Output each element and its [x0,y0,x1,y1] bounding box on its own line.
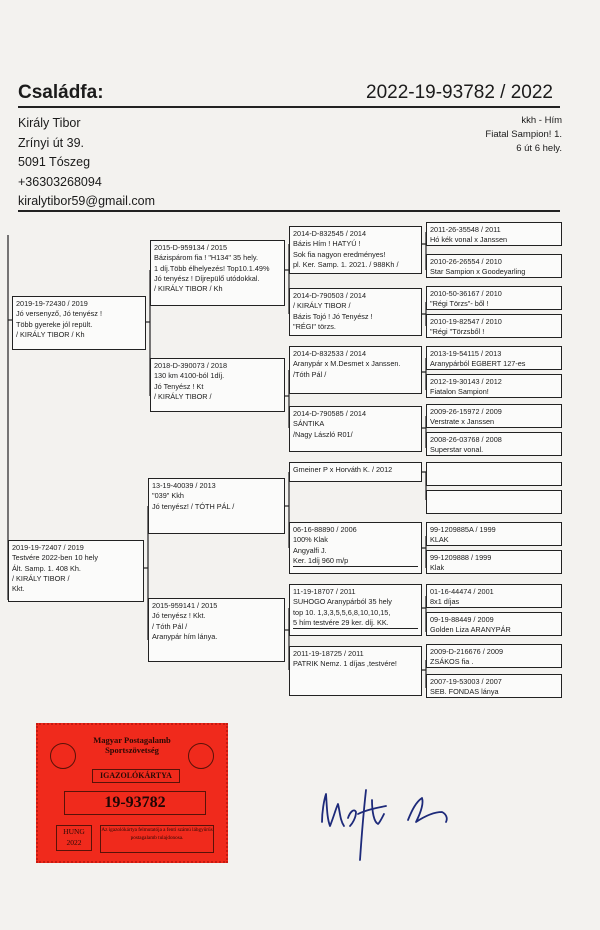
g5-4-ring: 2010-19-82547 / 2010 [430,317,502,326]
owner-name: Király Tibor [18,116,81,130]
pedigree-gen5-2 [426,254,562,278]
sdd-ring: 2014-D-790585 / 2014 [293,409,367,418]
card-org-line-2: Sportszövetség [105,745,159,755]
dd-ring: 2015-959141 / 2015 [152,601,218,610]
ssd-ring: 2014-D-790503 / 2014 [293,291,367,300]
g5-6-note: Fiatalon Sampion! [430,387,489,397]
g5-8-note: Superstar vonal. [430,445,484,455]
dds-line-3: 5 hím testvére 29 ker. díj. KK. [293,618,418,629]
pedigree-gen5-11 [426,522,562,546]
bird-note-1: Fiatal Sampion! 1. [485,129,562,140]
pedigree-sire-sire [150,240,285,306]
dsd-line-1: 100% Klak [293,535,328,545]
owner-email: kiralytibor59@gmail.com [18,194,156,208]
dam-line-4: Kkt. [12,584,25,594]
owner-phone: +36303268094 [18,174,102,189]
sire-ring: 2019-19-72430 / 2019 [16,299,88,308]
card-note: Az igazolókártya felmutatója a fenti számú lábgyűrűs postagalamb tulajdonosa. [100,825,214,853]
pedigree-gen5-9 [426,462,562,486]
ds-line-1: "039" Kkh [152,491,184,501]
sds-ring: 2014-D-832533 / 2014 [293,349,367,358]
sire-line-3: / KIRÁLY TIBOR / Kh [16,329,85,339]
ss-line-4: / KIRÁLY TIBOR / Kh [154,284,223,294]
pedigree-gen5-3 [426,286,562,310]
sire-line-2: Több gyereke jól repült. [16,319,93,329]
sdd-line-2: /Nagy László R01/ [293,429,353,439]
dd-line-1: Jó tenyész ! Kkt. [152,611,206,621]
ssd-line-1: / KIRÁLY TIBOR / [293,301,351,311]
sds-line-1: Aranypár x M.Desmet x Janssen. [293,359,401,369]
ss-line-3: Jó tenyész ! Díjrepülő utódokkal. [154,273,260,283]
sss-line-1: Bázis Hím ! HATYÚ ! [293,239,361,249]
card-org-line-1: Magyar Postagalamb [93,735,171,745]
pedigree-gen5-14 [426,612,562,636]
pedigree-gen4-4 [289,406,422,452]
dds-line-1: SUHOGO Aranypárból 35 hely [293,597,392,607]
pedigree-gen5-10 [426,490,562,514]
pedigree-gen5-6 [426,374,562,398]
ssd-line-3: "RÉGI" törzs. [293,321,336,331]
pedigree-sire-dam [150,358,285,412]
sd-line-2: Jó Tenyész ! Kt [154,381,204,391]
sss-line-3: pl. Ker. Samp. 1. 2021. / 988Kh / [293,259,399,269]
ds-line-2: Jó tenyész! / TÓTH PÁL / [152,501,235,511]
ring-number: 2022-19-93782 / 2022 [366,82,553,103]
dam-line-3: / KIRÁLY TIBOR / [12,573,70,583]
bird-note-2: 6 út 6 hely. [516,143,562,154]
pedigree-gen4-8 [289,646,422,696]
dsd-line-3: Ker. 1díj 960 m/p [293,556,418,567]
g5-15-ring: 2009-D-216676 / 2009 [430,647,504,656]
g5-3-ring: 2010-50-36167 / 2010 [430,289,502,298]
g5-13-ring: 01-16-44474 / 2001 [430,587,494,596]
sss-line-2: Sok fia nagyon eredményes! [293,249,386,259]
g5-1-ring: 2011-26-35548 / 2011 [430,225,501,234]
g5-4-note: "Régi "Törzsből ! [430,327,485,337]
sd-ring: 2018-D-390073 / 2018 [154,361,228,370]
g5-5-ring: 2013-19-54115 / 2013 [430,349,502,358]
signature [300,760,470,870]
pedigree-gen4-1 [289,226,422,274]
ss-line-2: 1 díj.Több élhelyezés! Top10.1.49% [154,263,270,273]
dam-ring: 2019-19-72407 / 2019 [12,543,84,552]
sds-line-2: /Tóth Pál / [293,369,327,379]
g5-14-ring: 09-19-88449 / 2009 [430,615,494,624]
g5-11-ring: 99-1209885A / 1999 [430,525,496,534]
dd-line-3: Aranypár hím lánya. [152,631,218,641]
pedigree-dam [8,540,144,602]
g5-7-ring: 2009-26-15972 / 2009 [430,407,502,416]
g5-8-ring: 2008-26-03768 / 2008 [430,435,502,444]
g5-7-note: Verstrate x Janssen [430,417,495,427]
ssd-line-2: Bázis Tojó ! Jó Tenyész ! [293,311,373,321]
dds-line-2: top 10. 1,3,3,5,5,6,8,10,10,15, [293,607,391,617]
g5-1-note: Hó kék vonal x Janssen [430,235,508,245]
ss-line-1: Bázispárom fia ! "H134" 35 hely. [154,253,259,263]
g5-16-note: SEB. FONDAS lánya [430,687,499,697]
card-country-year [56,825,92,851]
pedigree-gen5-8 [426,432,562,456]
dsd-ring: 06-16-88890 / 2006 [293,525,357,534]
pedigree-gen4-7 [289,584,422,636]
pedigree-gen5-4 [426,314,562,338]
id-card [36,723,228,863]
sire-line-1: Jó versenyző, Jó tenyész ! [16,309,102,319]
dds-ring: 11-19-18707 / 2011 [293,587,356,596]
dam-line-1: Testvére 2022-ben 10 hely [12,553,98,563]
g5-2-note: Star Sampion x Goodeyarling [430,267,526,277]
pedigree-gen5-13 [426,584,562,608]
pedigree-gen5-15 [426,644,562,668]
sss-ring: 2014-D-832545 / 2014 [293,229,367,238]
pedigree-gen5-7 [426,404,562,428]
sdd-line-1: SÁNTIKA [293,419,325,429]
g5-16-ring: 2007-19-53003 / 2007 [430,677,502,686]
owner-street: Zrínyi út 39. [18,135,84,150]
pedigree-dam-dam [148,598,285,662]
pedigree-gen5-12 [426,550,562,574]
dam-line-2: Ált. Samp. 1. 408 Kh. [12,563,81,573]
g5-15-note: ZSÁKOS fia . [430,657,474,667]
ddd-ring: 2011-19-18725 / 2011 [293,649,364,658]
card-org [38,735,226,755]
g5-12-ring: 99-1209888 / 1999 [430,553,492,562]
g5-12-note: Klak [430,563,445,573]
g5-3-note: "Régi Törzs"- ből ! [430,299,489,309]
sd-line-3: / KIRÁLY TIBOR / [154,391,212,401]
card-kind: IGAZOLÓKÁRTYA [92,769,180,783]
g5-2-ring: 2010-26-26554 / 2010 [430,257,502,266]
g5-13-note: 8x1 díjas [430,597,460,607]
pedigree-gen5-1 [426,222,562,246]
owner-city: 5091 Tószeg [18,155,91,169]
card-country: HUNG [63,827,85,836]
pedigree-dam-sire [148,478,285,534]
g5-5-note: Aranypárból EGBERT 127-es [430,359,526,369]
g5-11-note: KLAK [430,535,449,545]
g5-14-note: Golden Liza ARANYPÁR [430,625,511,635]
ss-ring: 2015-D-959134 / 2015 [154,243,228,252]
pedigree-sire [12,296,146,350]
pedigree-gen5-16 [426,674,562,698]
sd-line-1: 130 km 4100-ból 1díj. [154,371,225,381]
dd-line-2: / Tóth Pál / [152,621,188,631]
ds-ring: 13-19-40039 / 2013 [152,481,216,490]
pedigree-gen4-2 [289,288,422,336]
card-number: 19-93782 [64,791,206,815]
dss-line: Gmeiner P x Horváth K. / 2012 [293,465,393,474]
ddd-line-1: PATRIK Nemz. 1 díjas ,testvére! [293,659,397,669]
g5-6-ring: 2012-19-30143 / 2012 [430,377,502,386]
page-title: Családfa: [18,82,104,103]
bird-color-sex: kkh - Hím [521,115,562,126]
pedigree-gen5-5 [426,346,562,370]
dsd-line-2: Angyalfi J. [293,545,327,555]
pedigree-gen4-3 [289,346,422,394]
pedigree-gen4-5 [289,462,422,482]
card-year: 2022 [66,838,82,847]
pedigree-gen4-6 [289,522,422,574]
